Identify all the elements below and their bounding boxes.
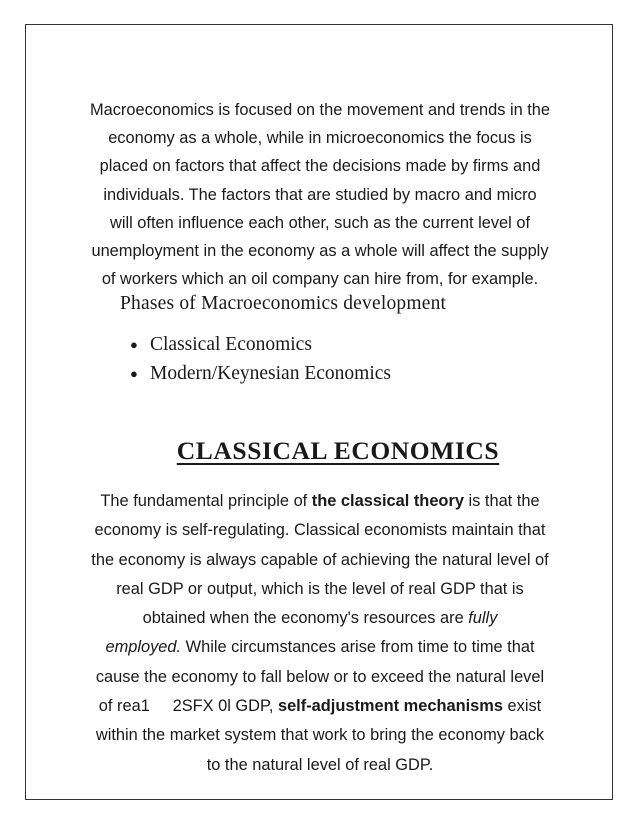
text-run: The fundamental principle of bbox=[100, 492, 312, 510]
intro-line: of workers which an oil company can hire from, for example. bbox=[101, 270, 539, 289]
intro-line: Macroeconomics is focused on the movement and trends in the bbox=[89, 101, 551, 119]
body-line: within the market system that work to bring the economy back bbox=[95, 726, 545, 745]
bold-term: the classical theory bbox=[311, 492, 464, 510]
text-run: of rea1 2SFX 0l GDP, bbox=[98, 697, 278, 716]
intro-line: individuals. The factors that are studied by macro and micro bbox=[103, 185, 537, 204]
intro-line: unemployment in the economy as a whole will affect the supply bbox=[91, 242, 549, 261]
intro-line: will often influence each other, such as the current level of bbox=[109, 213, 531, 232]
bullet-icon: ● bbox=[130, 366, 138, 381]
intro-paragraph bbox=[55, 96, 585, 293]
body-line: to the natural level of real GDP. bbox=[206, 755, 434, 774]
body-line bbox=[55, 692, 585, 721]
body-line bbox=[55, 604, 585, 633]
italic-term: fully bbox=[468, 609, 498, 628]
body-line: the economy is always capable of achieving the natural level of bbox=[91, 550, 549, 569]
body-line: real GDP or output, which is the level of real GDP that is bbox=[116, 579, 524, 598]
intro-line: economy as a whole, while in microeconomics the focus is bbox=[108, 129, 532, 148]
body-line: cause the economy to fall below or to exceed the natural level bbox=[95, 667, 545, 686]
list-item bbox=[130, 359, 391, 388]
phases-list bbox=[130, 330, 391, 388]
intro-line: placed on factors that affect the decisions made by firms and bbox=[99, 157, 541, 176]
bullet-icon: ● bbox=[130, 337, 138, 352]
text-run: is that the bbox=[463, 492, 540, 510]
body-line: economy is self-regulating. Classical economists maintain that bbox=[94, 521, 546, 540]
bold-term: self-adjustment mechanisms bbox=[277, 697, 503, 716]
text-run: obtained when the economy's resources are bbox=[142, 609, 469, 628]
classical-paragraph bbox=[55, 487, 585, 780]
text-run: While circumstances arise from time to time that bbox=[181, 638, 535, 657]
text-run: exist bbox=[502, 697, 542, 716]
italic-term: employed. bbox=[105, 638, 182, 657]
list-item-label: Classical Economics bbox=[150, 334, 312, 355]
phases-heading: Phases of Macroeconomics development bbox=[120, 293, 447, 314]
body-line bbox=[55, 487, 585, 516]
body-line bbox=[55, 633, 585, 662]
section-heading: CLASSICAL ECONOMICS bbox=[176, 436, 500, 465]
list-item-label: Modern/Keynesian Economics bbox=[150, 363, 391, 384]
list-item bbox=[130, 330, 391, 359]
